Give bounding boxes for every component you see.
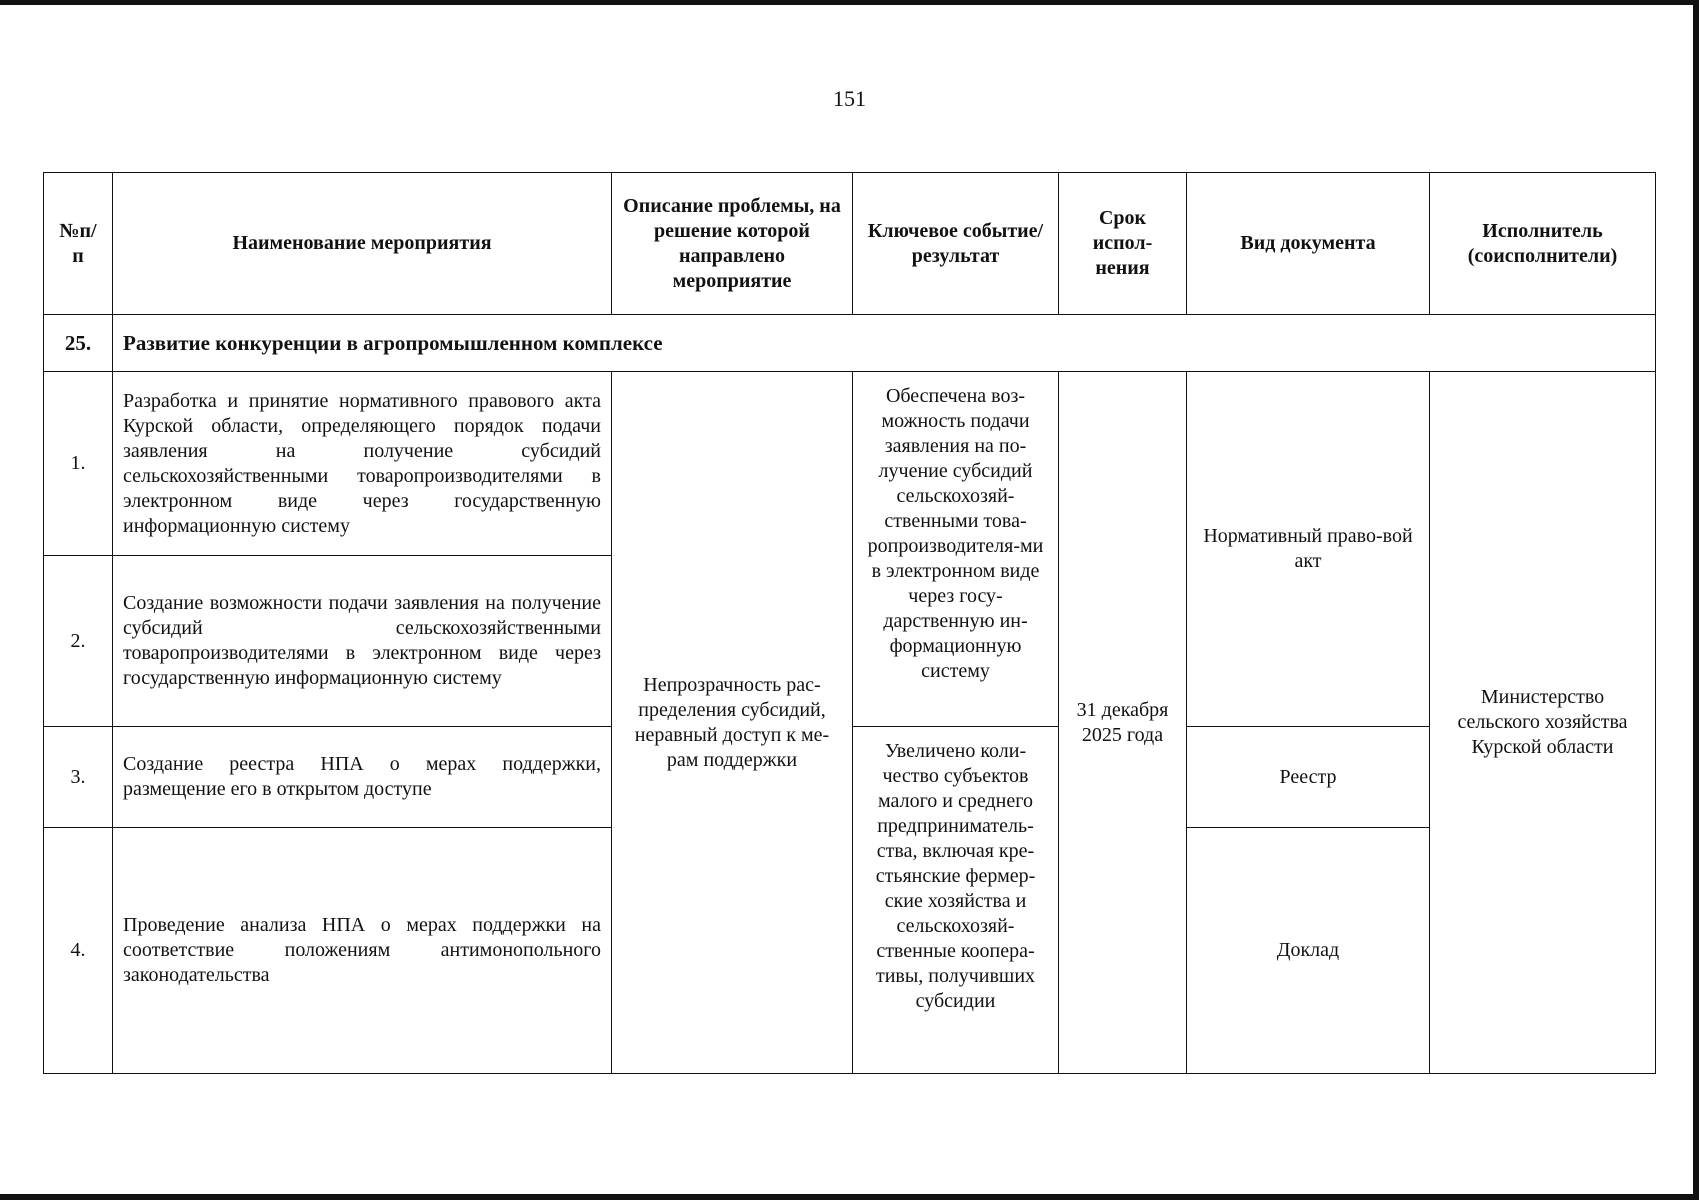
row-name: Создание реестра НПА о мерах поддержки, размещение его в открытом доступе: [113, 727, 612, 828]
row-number: 2.: [44, 556, 113, 727]
doc-type-legal-act: Нормативный право-вой акт: [1187, 372, 1430, 727]
scan-edge-top: [0, 0, 1699, 5]
doc-type-registry: Реестр: [1187, 727, 1430, 828]
result-digital-application: Обеспечена воз-можность подачи заявления на по-лучение субсидий сельскохозяй-ственными това-ропроизводителя-ми в электронном виде через госу-дарственную ин-формационную систему: [853, 372, 1059, 727]
problem-description: Непрозрачность рас-пределения субсидий, неравный доступ к ме-рам поддержки: [612, 372, 853, 1074]
row-number: 3.: [44, 727, 113, 828]
doc-type-report: Доклад: [1187, 828, 1430, 1074]
header-problem: Описание проблемы, на решение которой направлено мероприятие: [612, 173, 853, 315]
section-row: [44, 315, 1656, 372]
row-name: Разработка и принятие нормативного правового акта Курской области, определяющего порядок подачи заявления на получение субсидий сельскохозяйственными товаропроизводителями в электронном виде через государственную информационную систему: [113, 372, 612, 556]
page-number: 151: [833, 86, 866, 111]
header-num: №п/ п: [44, 173, 113, 315]
table-row: [44, 372, 1656, 556]
table-header-row: [44, 173, 1656, 315]
section-number: 25.: [44, 315, 113, 372]
row-name: Создание возможности подачи заявления на получение субсидий сельскохозяйственными товаропроизводителями в электронном виде через государственную информационную систему: [113, 556, 612, 727]
executor: Министерство сельского хозяйства Курской области: [1430, 372, 1656, 1074]
row-number: 4.: [44, 828, 113, 1074]
deadline: 31 декабря 2025 года: [1059, 372, 1187, 1074]
result-subsidy-recipients: Увеличено коли-чество субъектов малого и среднего предприниматель-ства, включая кре-стьянские фермер-ские хозяйства и сельскохозяй-ственные коопера-тивы, получивших субсидии: [853, 727, 1059, 1074]
header-deadline: Срок испол-нения: [1059, 173, 1187, 315]
scan-edge-right: [1693, 0, 1699, 1200]
header-executor: Исполнитель (соисполнители): [1430, 173, 1656, 315]
header-name: Наименование мероприятия: [113, 173, 612, 315]
row-number: 1.: [44, 372, 113, 556]
section-title: Развитие конкуренции в агропромышленном комплексе: [113, 315, 1656, 372]
header-doc-type: Вид документа: [1187, 173, 1430, 315]
scan-edge-bottom: [0, 1194, 1699, 1200]
row-name: Проведение анализа НПА о мерах поддержки на соответствие положениям антимонопольного законодательства: [113, 828, 612, 1074]
header-result: Ключевое событие/ результат: [853, 173, 1059, 315]
action-plan-table: [43, 172, 1656, 1074]
